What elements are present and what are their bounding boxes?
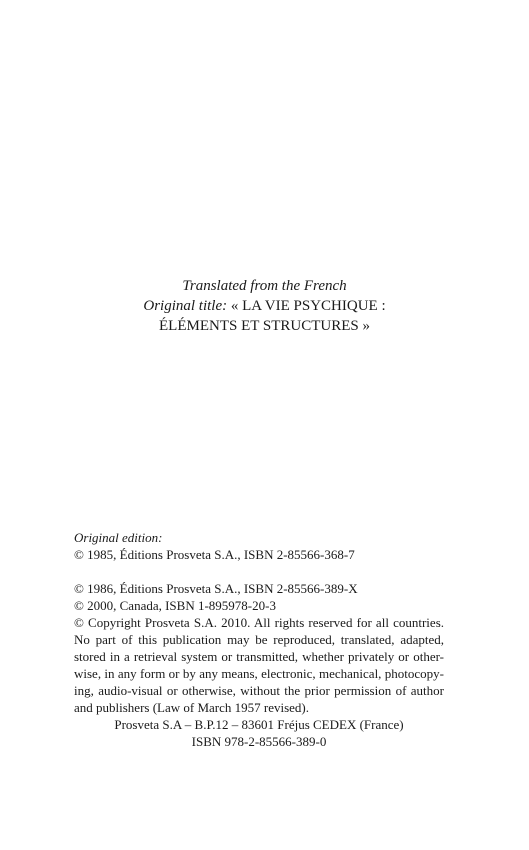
legal-notice — [74, 614, 444, 716]
legal-line: © Copyright Prosveta S.A. 2010. All rights reserved for all countries. — [74, 615, 444, 630]
legal-line: No part of this publication may be reproduced, translated, adapted, — [74, 632, 444, 647]
original-title-label: Original title: — [143, 298, 228, 314]
original-edition-line: © 1985, Éditions Prosveta S.A., ISBN 2-85566-368-7 — [74, 547, 355, 562]
edition-2000-line: © 2000, Canada, ISBN 1-895978-20-3 — [74, 598, 276, 613]
original-title-text-1: « LA VIE PSYCHIQUE : — [230, 298, 386, 314]
original-edition-label: Original edition: — [74, 530, 163, 545]
legal-line: wise, in any form or by any means, electronic, mechanical, photocopy- — [74, 666, 444, 681]
legal-line: ing, audio-visual or otherwise, without the prior permission of author — [74, 683, 444, 698]
edition-1986-line: © 1986, Éditions Prosveta S.A., ISBN 2-85566-389-X — [74, 581, 358, 596]
legal-line: stored in a retrieval system or transmitted, whether privately or other- — [74, 649, 444, 664]
isbn-line: ISBN 978-2-85566-389-0 — [191, 734, 327, 749]
copyright-block — [74, 529, 444, 750]
original-title-line — [0, 296, 529, 316]
title-block — [0, 276, 529, 336]
translated-from-line: Translated from the French — [182, 278, 347, 294]
publisher-address: Prosveta S.A – B.P.12 – 83601 Fréjus CEDEX (France) — [114, 717, 404, 732]
original-title-text-2: ÉLÉMENTS ET STRUCTURES » — [159, 318, 370, 334]
legal-line: and publishers (Law of March 1957 revised). — [74, 700, 310, 715]
spacer — [74, 563, 444, 580]
